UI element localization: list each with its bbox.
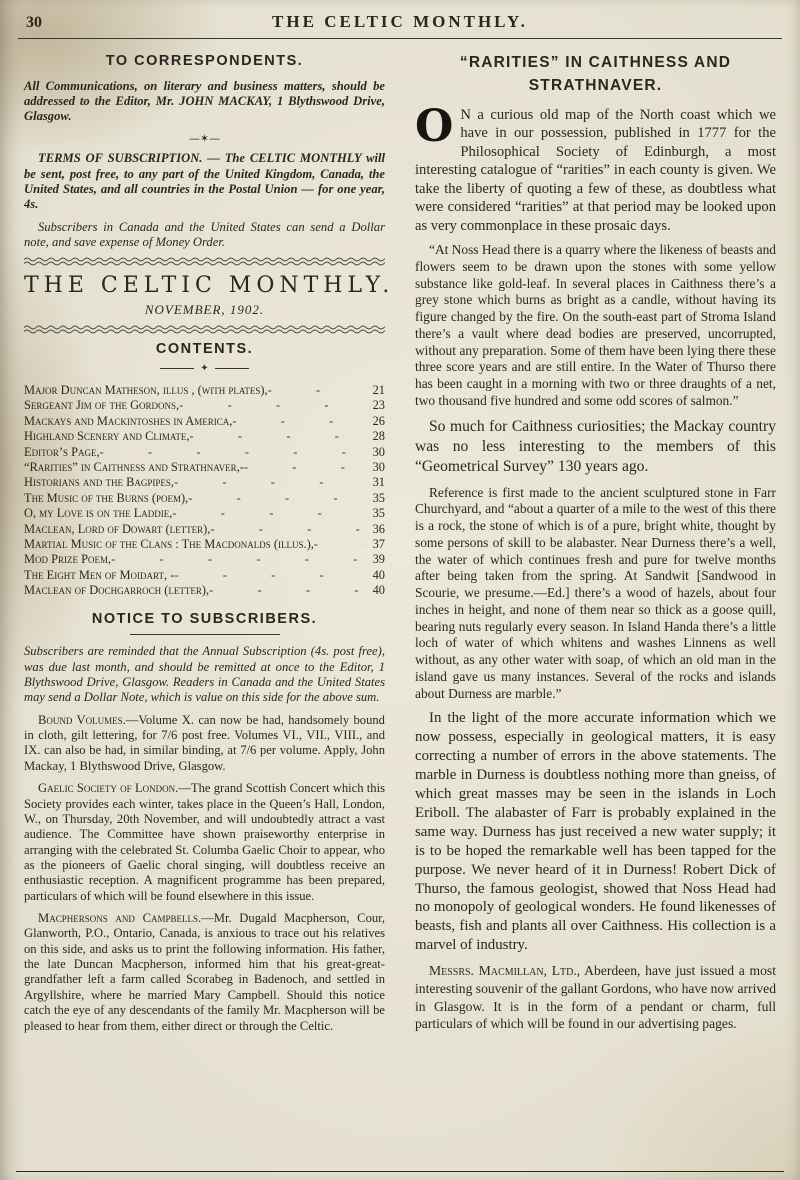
divider-star-icon: ✦ (200, 362, 209, 374)
toc-page: 28 (372, 429, 385, 444)
toc-page: 37 (372, 536, 385, 551)
macmillan-note (415, 962, 776, 1033)
toc-title: The Eight Men of Moidart, - (24, 567, 175, 582)
toc-title: Mackays and Mackintoshes in America, (24, 413, 233, 428)
macmillan-lead: Messrs. Macmillan, Ltd., (429, 963, 581, 979)
bound-volumes-lead: Bound Volumes. (38, 712, 126, 727)
toc-page: 35 (372, 506, 385, 521)
terms-of-subscription: TERMS OF SUBSCRIPTION. — The CELTIC MONTHLY will be sent, post free, to any part of the United Kingdom, Canada, the United States, and all countries in the Postal Union — for one year, 4s. (24, 151, 385, 212)
toc-page: 31 (372, 475, 385, 490)
toc-row (24, 568, 385, 583)
gaelic-society-lead: Gaelic Society of London. (38, 781, 179, 796)
notice-heading: NOTICE TO SUBSCRIBERS. (91, 610, 318, 627)
toc-title: The Music of the Burns (poem), (24, 490, 189, 505)
article-title (415, 51, 776, 98)
toc-page: 39 (372, 552, 385, 567)
bottom-rule (16, 1171, 784, 1172)
two-column-layout (0, 51, 800, 1041)
toc-row (24, 383, 385, 398)
page-number: 30 (26, 14, 42, 31)
toc-leader (189, 429, 363, 444)
toc-leader (232, 414, 363, 429)
toc-title: Sergeant Jim of the Gordons, (24, 398, 180, 413)
toc-leader (188, 491, 363, 506)
fleuron-ornament: —✶— (188, 131, 221, 145)
contents-heading: CONTENTS. (155, 341, 254, 358)
divider-line (160, 368, 194, 369)
article-quote-noss-head: “At Noss Head there is a quarry where the likeness of beasts and flowers seem to be drawn upon the stones with some yellow substance like gold-leaf. In several places in Caithness there’s a grey stone which burns as bright as a candle, without having its figure changed by the fire. On the south-east part of Stroma Island there’s a vault where dead bodies are preserved, uncorrupted, without any preparation. Some of them have been lying there these three score years and are still entire. In the Water of Thurso there has been caught in a morning with two or three draughts of a net, two thousand five hundred and some odd scores of salmon.” (415, 242, 776, 408)
toc-leader (172, 506, 363, 521)
toc-row (24, 583, 385, 598)
header-rule (18, 38, 782, 39)
macphersons-text: —Mr. Dugald Macpherson, Cour, Glanworth, P.O., Ontario, Canada, is anxious to trace out his relatives on this side, and asks us to print the following information. His father, the late Duncan Macpherson, informed him that his great-great-grandfather left a farm called Scorabeg in Badenoch, and settled in Argyllshire, where he married Mary Campbell. Should this notice catch the eye of any descendants of the family Mr. Macpherson will be pleased to hear from them, either direct or through the Celtic. (24, 911, 385, 1033)
toc-row (24, 398, 385, 413)
article-opening-text: N a curious old map of the North coast which we have in our possession, published in 1777 for the Philosophical Society of Edinburgh, a most interesting catalogue of “rarities” in each county is given. We take the liberty of quoting a few of these, as doubtless what were considered “rarities” at that period may be looked upon as very commonplace in these prosaic days. (415, 106, 776, 234)
gaelic-society-text: —The grand Scottish Concert which this Society provides each winter, takes place in the Queen’s Hall, London, W., on Thursday, 20th November, and will undoubtedly attract a vast audience. The Committee have shown praiseworthy enterprise in arranging with the celebrated St. Columba Gaelic Choir to appear, who as the pioneers of Gaelic choral singing, will doubtless receive an enthusiastic reception. A magnificent programme has been prepared, particulars of which will be found elsewhere in this issue. (24, 781, 385, 903)
wavy-rule (24, 325, 385, 334)
right-column (415, 51, 776, 1041)
drop-cap-initial: O (415, 100, 454, 152)
toc-leader (209, 583, 363, 598)
toc-leader (179, 398, 363, 413)
toc-leader (100, 445, 363, 460)
toc-row (24, 522, 385, 537)
article-paragraph-in-the-light: In the light of the more accurate information which we now possess, especially in geological matters, it is easy correcting a number of errors in the above statements. The marble in Durness is doubtless nothing more than gneiss, of which great masses may be seen in the islands in Loch Eriboll. The alabaster of Farr is probably explained in the same way. Durness has just received a new water supply; it is to be hoped the remarkable well has been tapped for the purpose. We never heard of it in Durness! Robert Dick of Thurso, the famous geologist, showed that Noss Head had no monopoly of geological wonders. He found likenesses of beasts, fish and plants all over Caithness. His collection is a marvel of industry. (415, 710, 776, 954)
macphersons-note (24, 911, 385, 1034)
toc-leader (268, 383, 363, 398)
toc-title: Martial Music of the Clans : The Macdonalds (illus.), (24, 536, 314, 551)
toc-leader (314, 537, 363, 552)
terms-note: Subscribers in Canada and the United States can send a Dollar note, and save expense of Money Order. (24, 219, 385, 249)
toc-page: 21 (372, 382, 385, 397)
toc-page: 30 (372, 444, 385, 459)
toc-leader (244, 460, 363, 475)
running-head (0, 0, 800, 32)
toc-row (24, 414, 385, 429)
toc-page: 36 (372, 521, 385, 536)
toc-title: O, my Love is on the Laddie, (24, 506, 173, 521)
macphersons-lead: Macphersons and Campbells. (38, 911, 202, 926)
gaelic-society-note (24, 781, 385, 904)
left-column (24, 51, 395, 1041)
toc-leader (210, 522, 363, 537)
toc-row (24, 429, 385, 444)
article-title-line1: “RARITIES” IN CAITHNESS AND (459, 54, 732, 71)
toc-title: Major Duncan Matheson, illus , (with plates), (24, 382, 268, 397)
toc-page: 23 (372, 398, 385, 413)
article-title-line2: STRATHNAVER. (528, 77, 663, 95)
toc-row (24, 475, 385, 490)
toc-title: Maclean, Lord of Dowart (letter), (24, 521, 211, 536)
masthead-title: THE CELTIC MONTHLY. (24, 273, 395, 299)
contents-divider (24, 363, 385, 375)
toc-row (24, 445, 385, 460)
notice-rule (130, 634, 280, 635)
toc-row (24, 552, 385, 567)
toc-row (24, 506, 385, 521)
macmillan-text: Aberdeen, have just issued a most interesting souvenir of the gallant Gordons, who have now arrived in Glasgow. It is in the form of a pendant or charm, full particulars of which will be found in our advertising pages. (415, 963, 776, 1032)
correspondents-body: All Communications, on literary and business matters, should be addressed to the Editor, Mr. JOHN MACKAY, 1 Blythswood Drive, Glasgow. (24, 78, 385, 124)
article-opening-paragraph (415, 100, 776, 236)
toc-title: Mod Prize Poem, (24, 552, 112, 567)
article-quote-reference: Reference is first made to the ancient sculptured stone in Farr Churchyard, and “about a quarter of a mile to the west of this there is a rock, the stone of which is of a pure, bright white, thought by some persons of skill to be alabaster. Near Durness there’s a well, the water of which continues fresh and pure for twelve months after being taken from the spring. At Sandwit [Sandwood in Scourie, we presume.—Ed.] there’s a wood of hazels, about four inches in height, and none of them near so thick as a goose quill, bearing nuts regularly every season. In Island Handa there’s a little loch of water of which whitens and washes Linnens as well without, as any other water with soap, of which an old man in the island gave us many instances. Several of the rocks and islands about Durness are marble.” (415, 484, 776, 701)
toc-page: 40 (372, 583, 385, 598)
article-paragraph-so-much: So much for Caithness curiosities; the Mackay country was no less interesting to the members of this “Geometrical Survey” 130 years ago. (415, 417, 776, 476)
toc-page: 40 (372, 567, 385, 582)
toc-leader (111, 552, 363, 567)
correspondents-heading: TO CORRESPONDENTS. (105, 53, 304, 69)
toc-title: “Rarities” in Caithness and Strathnaver,- (24, 459, 244, 474)
toc-title: Maclean of Dochgarroch (letter), (24, 583, 210, 598)
toc-page: 35 (372, 490, 385, 505)
toc-leader (174, 475, 363, 490)
bound-volumes-note (24, 713, 385, 774)
wavy-rule (24, 257, 385, 266)
toc-title: Editor’s Page, (24, 444, 100, 459)
toc-title: Highland Scenery and Climate, (24, 429, 190, 444)
bound-volumes-text: —Volume X. can now be had, handsomely bound in cloth, gilt lettering, for 7/6 post free. Volumes VI., VII., VIII., and IX. can also be had, in similar binding, at 7/6 per volume. Apply, John Mackay, 1 Blythswood Drive, Glasgow. (24, 712, 385, 773)
toc-page: 30 (372, 459, 385, 474)
toc-leader (174, 568, 363, 583)
notice-body: Subscribers are reminded that the Annual Subscription (4s. post free), was due last month, and should be remitted at once to the Editor, 1 Blythswood Drive, Glasgow. Readers in Canada and the United States may send a Dollar Note, which is value on this side for the above sum. (24, 644, 385, 705)
toc-page: 26 (372, 413, 385, 428)
masthead-date: NOVEMBER, 1902. (144, 302, 265, 318)
toc-row (24, 491, 385, 506)
running-head-title: THE CELTIC MONTHLY. (272, 12, 528, 31)
toc-row (24, 460, 385, 475)
toc-row (24, 537, 385, 552)
toc-title: Historians and the Bagpipes, (24, 475, 174, 490)
table-of-contents (24, 383, 385, 599)
divider-line (215, 368, 249, 369)
